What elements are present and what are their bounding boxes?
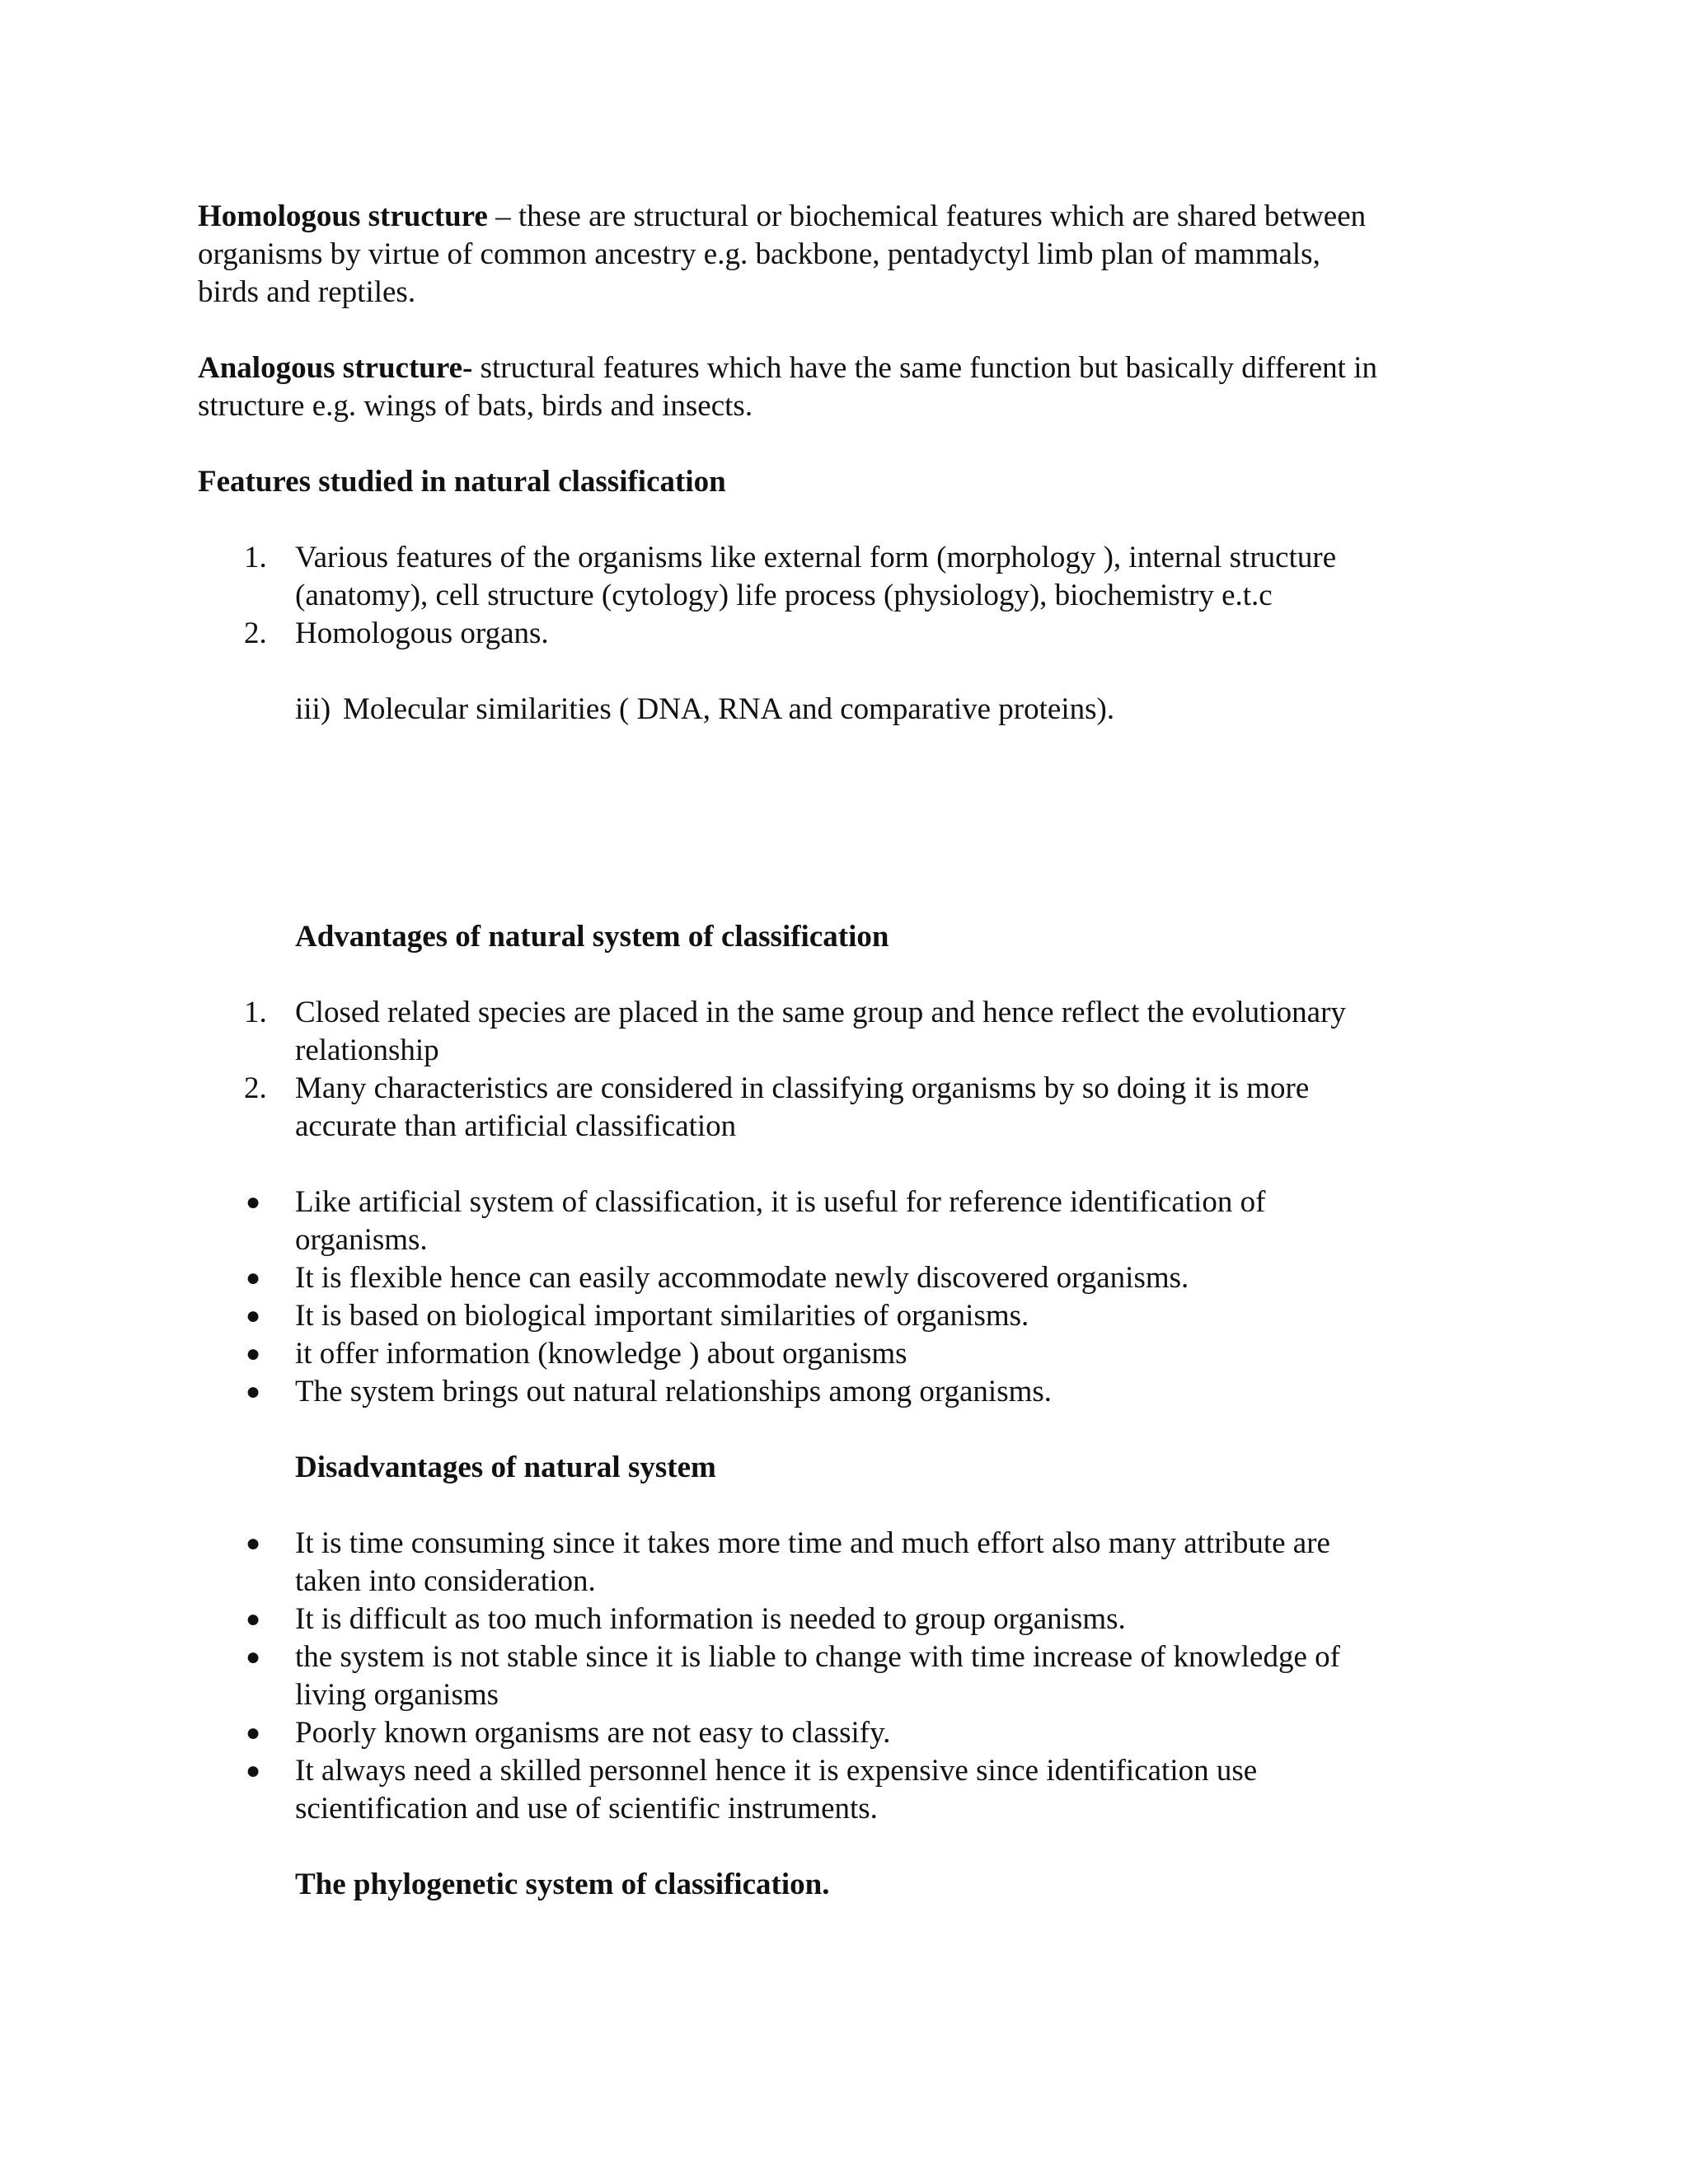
bullet-icon: ● [246, 1530, 261, 1557]
bullet-icon: ● [246, 1719, 261, 1746]
list-item-line: accurate than artificial classification [295, 1109, 737, 1143]
list-item-line: Closed related species are placed in the same group and hence reflect the evolutionary [295, 996, 1346, 1029]
list-item-line: it offer information (knowledge ) about organisms [295, 1337, 907, 1371]
bullet-item [0, 1335, 1432, 1373]
homologous-line-3: birds and reptiles. [198, 275, 416, 309]
bullet-item [0, 1752, 1432, 1828]
list-item [0, 994, 1432, 1070]
list-number: 2. [244, 616, 267, 650]
analogous-line-2: structure e.g. wings of bats, birds and insects. [198, 389, 753, 423]
list-item-line: Like artificial system of classification, it is useful for reference identification of [295, 1185, 1266, 1219]
features-list [0, 539, 1688, 653]
list-item [0, 539, 1432, 615]
bullet-item [0, 1525, 1432, 1601]
bullet-icon: ● [246, 1264, 261, 1291]
list-item-line: It is flexible hence can easily accommodate newly discovered organisms. [295, 1261, 1189, 1295]
list-number: 2. [244, 1071, 267, 1105]
molecular-similarities-item [295, 691, 1114, 729]
bullet-item [0, 1373, 1432, 1411]
analogous-paragraph [198, 349, 1484, 425]
list-item-line: taken into consideration. [295, 1564, 596, 1598]
list-item-line: the system is not stable since it is liable to change with time increase of knowledge of [295, 1640, 1340, 1674]
bullet-icon: ● [246, 1302, 261, 1329]
advantages-bullet-list [0, 1183, 1688, 1411]
homologous-line-2: organisms by virtue of common ancestry e.g. backbone, pentadyctyl limb plan of mammals, [198, 237, 1320, 271]
bullet-item [0, 1183, 1432, 1259]
roman-marker: iii) [295, 692, 331, 726]
list-item-line: The system brings out natural relationships among organisms. [295, 1375, 1053, 1408]
list-item-line: Various features of the organisms like external form (morphology ), internal structure [295, 541, 1337, 574]
advantages-heading: Advantages of natural system of classification [295, 920, 889, 954]
bullet-icon: ● [246, 1188, 261, 1216]
bullet-icon: ● [246, 1643, 261, 1671]
list-item-line: It is difficult as too much information is needed to group organisms. [295, 1602, 1126, 1636]
bullet-icon: ● [246, 1605, 261, 1633]
list-item-line: (anatomy), cell structure (cytology) life process (physiology), biochemistry e.t.c [295, 579, 1273, 612]
bullet-item [0, 1714, 1432, 1752]
bullet-item [0, 1638, 1432, 1714]
list-item-line: Many characteristics are considered in classifying organisms by so doing it is more [295, 1071, 1310, 1105]
analogous-line-1: structural features which have the same function but basically different in [472, 351, 1377, 385]
bullet-icon: ● [246, 1340, 261, 1367]
list-item-line: living organisms [295, 1678, 499, 1712]
disadvantages-bullet-list [0, 1525, 1688, 1828]
list-item-line: It is based on biological important similarities of organisms. [295, 1299, 1029, 1333]
list-item-line: Poorly known organisms are not easy to classify. [295, 1716, 891, 1750]
list-item-line: It always need a skilled personnel hence it is expensive since identification use [295, 1754, 1258, 1788]
bullet-item [0, 1259, 1432, 1297]
list-number: 1. [244, 996, 267, 1029]
homologous-term: Homologous structure [198, 199, 488, 233]
bullet-item [0, 1297, 1432, 1335]
advantages-numbered-list [0, 994, 1688, 1146]
list-item-line: scientification and use of scientific instruments. [295, 1792, 878, 1825]
phylogenetic-heading: The phylogenetic system of classification. [295, 1868, 830, 1901]
list-number: 1. [244, 541, 267, 574]
list-item-line: It is time consuming since it takes more time and much effort also many attribute are [295, 1526, 1330, 1560]
list-item-line: organisms. [295, 1223, 428, 1257]
disadvantages-heading: Disadvantages of natural system [295, 1451, 716, 1484]
features-heading: Features studied in natural classification [198, 465, 726, 499]
list-item-line: Homologous organs. [295, 616, 549, 650]
bullet-icon: ● [246, 1757, 261, 1784]
analogous-term: Analogous structure- [198, 351, 473, 385]
roman-item-text: Molecular similarities ( DNA, RNA and comparative proteins). [343, 692, 1115, 726]
list-item [0, 615, 1432, 653]
homologous-paragraph [198, 198, 1484, 312]
list-item [0, 1070, 1432, 1146]
bullet-icon: ● [246, 1378, 261, 1405]
homologous-line-1: – these are structural or biochemical features which are shared between [487, 199, 1367, 233]
list-item-line: relationship [295, 1033, 439, 1067]
bullet-item [0, 1601, 1432, 1638]
